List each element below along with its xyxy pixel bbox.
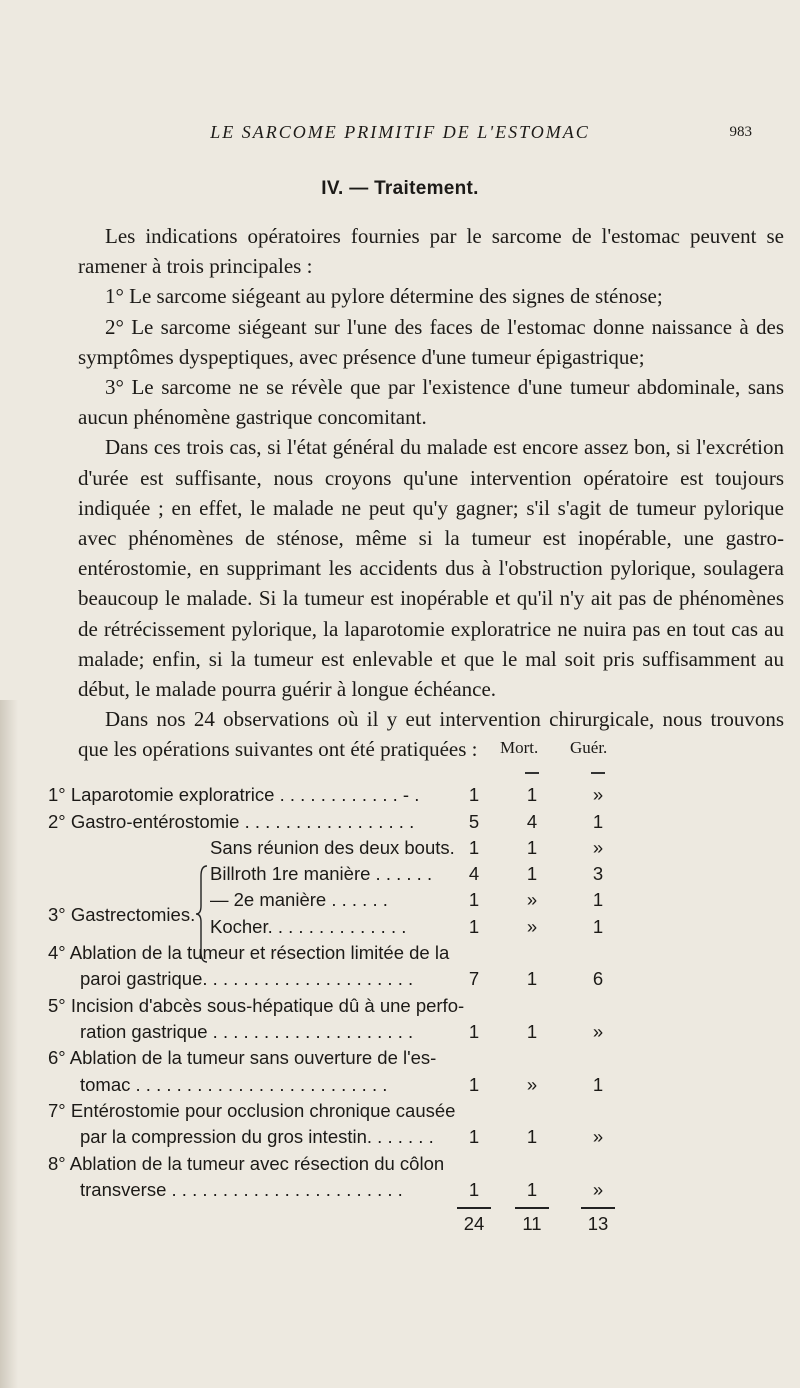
row-label: 7° Entérostomie pour occlusion chronique causée — [48, 1100, 456, 1121]
table-row — [48, 1100, 788, 1126]
row-total: 1 — [468, 784, 480, 805]
table-row — [48, 811, 788, 837]
row-mort: 4 — [526, 811, 538, 832]
row-mort: » — [526, 916, 538, 937]
row-guer: 1 — [592, 916, 604, 937]
row-guer: » — [592, 784, 604, 805]
row-total: 1 — [468, 1074, 480, 1095]
column-dash-mort — [525, 772, 539, 774]
sum-line-guer — [581, 1207, 615, 1209]
table-row — [48, 1074, 788, 1100]
table-row — [48, 968, 788, 994]
paragraph-discussion: Dans ces trois cas, si l'état général du malade est encore assez bon, si l'excrétion d'urée est suffisante, nous croyons qu'une intervention opératoire est toujours indiquée ; en effet, le malade ne peut qu'y gagner; s'il s'agit de tumeur pylorique avec phénomènes de sténose, même si la tumeur est inopérable, une gastro-entérostomie, en supprimant les accidents dus à l'obstruction pylorique, soulagera beaucoup le malade. Si la tumeur est inopérable et qu'il n'y ait pas de phénomènes de rétrécissement pylorique, la laparotomie exploratrice ne nuira pas en tout cas au malade; enfin, si la tumeur est enlevable et que le mal soit pris suffisamment au début, le malade pourra guérir à longue échéance. — [78, 435, 784, 702]
row-total: 1 — [468, 1021, 480, 1042]
row-guer: » — [592, 1021, 604, 1042]
row-label: 1° Laparotomie exploratrice . . . . . . . . . . . . - . — [48, 784, 420, 805]
table-row — [48, 837, 788, 863]
paragraph-observations: Dans nos 24 observations où il y eut intervention chirurgicale, nous trouvons que les opérations suivantes ont été pratiquées : — [78, 707, 784, 762]
sum-line-mort — [515, 1207, 549, 1209]
row-guer: 3 — [592, 863, 604, 884]
row-total: 4 — [468, 863, 480, 884]
table-row — [48, 889, 788, 915]
table-row — [48, 1021, 788, 1047]
table-row — [48, 1179, 788, 1205]
table-row — [48, 995, 788, 1021]
row-mort: 1 — [526, 1021, 538, 1042]
row-mort: » — [526, 889, 538, 910]
table-row — [48, 1153, 788, 1179]
row-label: 6° Ablation de la tumeur sans ouverture de l'es- — [48, 1047, 437, 1068]
row-total: 1 — [468, 837, 480, 858]
running-title: LE SARCOME PRIMITIF DE L'ESTOMAC — [210, 122, 590, 142]
table-row — [48, 916, 788, 942]
row-mort: 1 — [526, 837, 538, 858]
row-mort: 1 — [526, 784, 538, 805]
page-number: 983 — [729, 124, 752, 140]
page-binding-shadow — [0, 700, 18, 1388]
paragraph-indication-2: 2° Le sarcome siégeant sur l'une des faces de l'estomac donne naissance à des symptômes dyspeptiques, avec présence d'une tumeur épigastrique; — [78, 314, 784, 369]
row-label: — 2e manière . . . . . . — [210, 889, 388, 910]
row-label: Kocher. . . . . . . . . . . . . . — [210, 916, 407, 937]
gastrectomies-label: 3° Gastrectomies. — [48, 904, 196, 925]
column-dash-guer — [591, 772, 605, 774]
row-mort: 1 — [526, 863, 538, 884]
row-label: Billroth 1re manière . . . . . . — [210, 863, 433, 884]
row-label: ration gastrique . . . . . . . . . . . . . . . . . . . . — [80, 1021, 414, 1042]
row-label: Sans réunion des deux bouts. — [210, 837, 455, 858]
row-guer: 1 — [592, 1074, 604, 1095]
totals-row — [48, 1213, 788, 1239]
row-total: 1 — [468, 1179, 480, 1200]
row-label: 5° Incision d'abcès sous-hépatique dû à une perfo- — [48, 995, 465, 1016]
row-total: 1 — [468, 889, 480, 910]
row-total: 1 — [468, 1126, 480, 1147]
body-text — [78, 221, 784, 765]
row-label: 8° Ablation de la tumeur avec résection du côlon — [48, 1153, 445, 1174]
row-mort: 1 — [526, 968, 538, 989]
row-mort: 1 — [526, 1126, 538, 1147]
operations-table — [48, 738, 788, 1298]
row-label: paroi gastrique. . . . . . . . . . . . . . . . . . . . . — [80, 968, 414, 989]
row-label: 2° Gastro-entérostomie . . . . . . . . . . . . . . . . . — [48, 811, 415, 832]
table-row — [48, 863, 788, 889]
paragraph-indication-1: 1° Le sarcome siégeant au pylore détermine des signes de sténose; — [105, 284, 663, 309]
total-guer: 13 — [587, 1213, 609, 1234]
row-label: transverse . . . . . . . . . . . . . . . . . . . . . . . — [80, 1179, 403, 1200]
row-guer: » — [592, 837, 604, 858]
row-guer: 1 — [592, 889, 604, 910]
table-row — [48, 1047, 788, 1073]
row-guer: » — [592, 1126, 604, 1147]
column-header-guer: Guér. — [570, 738, 608, 757]
table-row — [48, 942, 788, 968]
row-mort: » — [526, 1074, 538, 1095]
section-title: IV. — Traitement. — [321, 178, 479, 199]
column-header-mort: Mort. — [500, 738, 539, 757]
table-row — [48, 784, 788, 810]
row-label: par la compression du gros intestin. . . . . . . — [80, 1126, 434, 1147]
row-total: 5 — [468, 811, 480, 832]
row-mort: 1 — [526, 1179, 538, 1200]
row-label: 4° Ablation de la tumeur et résection limitée de la — [48, 942, 450, 963]
total-operations: 24 — [463, 1213, 485, 1234]
row-guer: 6 — [592, 968, 604, 989]
table-row — [48, 1126, 788, 1152]
row-guer: 1 — [592, 811, 604, 832]
row-total: 7 — [468, 968, 480, 989]
running-header — [0, 122, 800, 146]
total-mort: 11 — [522, 1213, 542, 1234]
row-total: 1 — [468, 916, 480, 937]
row-label: tomac . . . . . . . . . . . . . . . . . . . . . . . . . — [80, 1074, 388, 1095]
sum-line-total — [457, 1207, 491, 1209]
row-guer: » — [592, 1179, 604, 1200]
paragraph-intro: Les indications opératoires fournies par le sarcome de l'estomac peuvent se ramener à trois principales : — [78, 224, 784, 279]
paragraph-indication-3: 3° Le sarcome ne se révèle que par l'existence d'une tumeur abdominale, sans aucun phénomène gastrique concomitant. — [78, 375, 784, 430]
